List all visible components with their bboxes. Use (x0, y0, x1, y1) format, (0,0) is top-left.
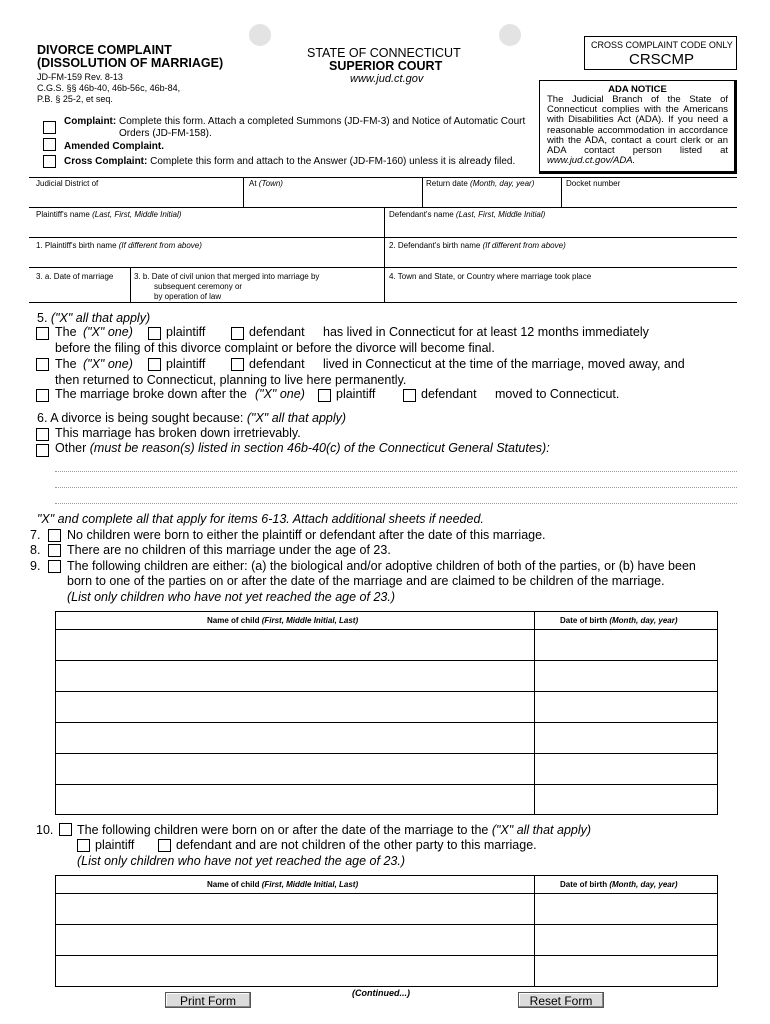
marriage-date-label: 3. a. Date of marriage (36, 272, 114, 281)
plaintiff-birth-label: 1. Plaintiff's birth name (36, 241, 117, 250)
form-number: JD-FM-159 Rev. 8-13 (37, 72, 123, 82)
items-instruction: "X" and complete all that apply for items 6-13. Attach additional sheets if needed. (37, 512, 484, 526)
return-date-hint: (Month, day, year) (470, 179, 535, 188)
item5-row1-text: has lived in Connecticut for at least 12 months immediately (323, 325, 649, 339)
plaintiff-name-label: Plaintiff's name (36, 210, 90, 219)
form-title: DIVORCE COMPLAINT (37, 43, 172, 57)
other-reason-line-2[interactable] (55, 487, 737, 488)
marriage-date-field[interactable] (36, 272, 113, 281)
item5-row2-plaintiff: plaintiff (166, 357, 206, 371)
item6-other-label: Other (55, 441, 87, 455)
return-date-field[interactable] (426, 179, 534, 188)
defendant-name-hint: (Last, First, Middle Initial) (455, 210, 546, 219)
ada-body (547, 95, 728, 166)
at-label: At (249, 179, 257, 188)
practice-book-ref: P.B. § 25-2, et seq. (37, 94, 113, 104)
ada-notice (539, 80, 737, 174)
item5-row3-xone: ("X" one) (255, 387, 305, 401)
plaintiff-name-hint: (Last, First, Middle Initial) (92, 210, 182, 219)
item5-row2-text: lived in Connecticut at the time of the marriage, moved away, and (323, 357, 685, 371)
grid-line (422, 177, 423, 207)
grid-line (130, 267, 131, 302)
item6-heading (37, 411, 346, 425)
table-row-line (56, 955, 717, 956)
civil-union-label-2: subsequent ceremony or (154, 282, 243, 291)
item5-row3-plaintiff: plaintiff (336, 387, 376, 401)
item7-text: No children were born to either the plaintiff or defendant after the date of this marriage. (67, 528, 546, 542)
item5-row1-plaintiff-checkbox[interactable] (148, 327, 161, 340)
hole-punch-left (249, 24, 271, 46)
print-form-button[interactable]: Print Form (165, 992, 251, 1008)
item5-row2-defendant: defendant (249, 357, 305, 371)
table-row-line (56, 784, 717, 785)
item10-number: 10. (36, 823, 54, 837)
table-row-line (56, 660, 717, 661)
court-name: SUPERIOR COURT (329, 59, 443, 73)
defendant-name-field[interactable] (389, 210, 545, 219)
state-name: STATE OF CONNECTICUT (307, 46, 461, 60)
docket-label: Docket number (566, 179, 621, 188)
grid-line (29, 267, 737, 268)
item5-row1-text-cont: before the filing of this divorce complaint or before the divorce will become final. (55, 341, 495, 355)
col-dob-hint: (Month, day, year) (609, 616, 678, 625)
grid-line (29, 207, 737, 208)
col-name-hint: (First, Middle Initial, Last) (261, 880, 359, 889)
col-header-dob (560, 616, 678, 625)
item5-heading (37, 311, 150, 325)
col-name-label: Name of child (207, 616, 260, 625)
grid-line (29, 177, 737, 178)
complaint-line (64, 116, 525, 127)
defendant-birth-label: 2. Defendant's birth name (389, 241, 481, 250)
item5-row3-text: The marriage broke down after the (55, 387, 247, 401)
item5-row2-the: The (55, 357, 77, 371)
ada-link[interactable]: www.jud.ct.gov/ADA. (547, 155, 636, 167)
item9-note: (List only children who have not yet reached the age of 23.) (67, 590, 395, 604)
continued-label: (Continued...) (352, 988, 410, 998)
table-row-line (56, 722, 717, 723)
cross-complaint-line (64, 156, 515, 167)
item6-irretrievable-checkbox[interactable] (36, 428, 49, 441)
item8-text: There are no children of this marriage under the age of 23. (67, 543, 391, 557)
item5-row1-xone: ("X" one) (83, 325, 133, 339)
item5-row2-plaintiff-checkbox[interactable] (148, 358, 161, 371)
item5-row3-text-end: moved to Connecticut. (495, 387, 620, 401)
complaint-text: Complete this form. Attach a completed Summons (JD-FM-3) and Notice of Automatic Court (119, 116, 526, 127)
grid-line (384, 207, 385, 302)
children-table-2 (55, 875, 718, 987)
complaint-checkbox[interactable] (43, 121, 56, 134)
cross-complaint-text: Complete this form and attach to the Answer (JD-FM-160) unless it is already filed. (150, 156, 516, 167)
reset-form-button[interactable]: Reset Form (518, 992, 604, 1008)
cross-complaint-checkbox[interactable] (43, 155, 56, 168)
defendant-birth-name-field[interactable] (389, 241, 566, 250)
table-row-line (56, 893, 717, 894)
plaintiff-name-field[interactable] (36, 210, 181, 219)
item9-checkbox[interactable] (48, 560, 61, 573)
complaint-label: Complaint: (64, 116, 117, 127)
at-hint: (Town) (258, 179, 283, 188)
cross-complaint-label: Cross Complaint: (64, 156, 148, 167)
return-date-label: Return date (426, 179, 468, 188)
col-dob-label: Date of birth (560, 880, 608, 889)
marriage-place-label: 4. Town and State, or Country where marriage took place (389, 272, 592, 281)
table-row-line (56, 924, 717, 925)
item6-other-line (55, 441, 550, 455)
plaintiff-birth-hint: (If different from above) (118, 241, 202, 250)
ada-text: The Judicial Branch of the State of Connecticut complies with the Americans with Disabilities Act (ADA). If you need a reasonable accommodation in accordance with the ADA, contact a court clerk or an ADA contact person listed at (547, 94, 728, 157)
cross-code-value: CRSCMP (629, 51, 695, 68)
item5-row1-defendant-checkbox[interactable] (231, 327, 244, 340)
item5-row3-defendant: defendant (421, 387, 477, 401)
amended-complaint-label: Amended Complaint. (64, 141, 165, 152)
other-reason-line-1[interactable] (55, 471, 737, 472)
civil-union-label-1: 3. b. Date of civil union that merged into marriage by (134, 272, 320, 281)
amended-complaint-checkbox[interactable] (43, 138, 56, 151)
item5-num: 5. (37, 311, 48, 325)
table-row-line (56, 753, 717, 754)
item6-title: 6. A divorce is being sought because: (37, 411, 244, 425)
item5-row2-xone: ("X" one) (83, 357, 133, 371)
col-header-name (207, 616, 358, 625)
item10-checkbox[interactable] (59, 823, 72, 836)
item5-row2-text-cont: then returned to Connecticut, planning to live here permanently. (55, 373, 407, 387)
item9-number: 9. (30, 559, 41, 573)
item5-instr: ("X" all that apply) (50, 311, 151, 325)
defendant-birth-hint: (If different from above) (482, 241, 566, 250)
table-row-line (56, 691, 717, 692)
cross-code-label: CROSS COMPLAINT CODE ONLY (591, 40, 733, 50)
item10-defendant-text: defendant and are not children of the other party to this marriage. (176, 838, 537, 852)
ada-title: ADA NOTICE (608, 84, 667, 95)
col-name-hint: (First, Middle Initial, Last) (261, 616, 359, 625)
district-label: Judicial District of (36, 179, 99, 188)
civil-union-field[interactable] (134, 272, 319, 302)
grid-line (29, 302, 737, 303)
item5-row1-plaintiff: plaintiff (166, 325, 206, 339)
col-header-name (207, 880, 358, 889)
form-subtitle: (DISSOLUTION OF MARRIAGE) (37, 56, 224, 70)
item10-text: The following children were born on or after the date of the marriage to the (77, 823, 489, 837)
grid-line (29, 237, 737, 238)
complaint-text-cont: Orders (JD-FM-158). (119, 128, 212, 139)
table-row-line (56, 629, 717, 630)
item6-other-instr: (must be reason(s) listed in section 46b-40(c) of the Connecticut General Statutes): (89, 441, 550, 455)
item5-row2-defendant-checkbox[interactable] (231, 358, 244, 371)
item10-plaintiff: plaintiff (95, 838, 135, 852)
item5-row3-defendant-checkbox[interactable] (403, 389, 416, 402)
grid-line (243, 177, 244, 207)
item5-row3-plaintiff-checkbox[interactable] (318, 389, 331, 402)
grid-line (561, 177, 562, 207)
item5-row2-checkbox[interactable] (36, 358, 49, 371)
cross-complaint-code-box (584, 36, 737, 70)
civil-union-label-3: by operation of law (154, 292, 222, 301)
item6-other-checkbox[interactable] (36, 444, 49, 457)
plaintiff-birth-name-field[interactable] (36, 241, 202, 250)
court-url[interactable]: www.jud.ct.gov (350, 73, 424, 85)
item7-checkbox[interactable] (48, 529, 61, 542)
item10-defendant-checkbox[interactable] (158, 839, 171, 852)
item10-note: (List only children who have not yet reached the age of 23.) (77, 854, 405, 868)
item5-row1-checkbox[interactable] (36, 327, 49, 340)
other-reason-line-3[interactable] (55, 503, 737, 504)
col-dob-hint: (Month, day, year) (609, 880, 678, 889)
statute-ref: C.G.S. §§ 46b-40, 46b-56c, 46b-84, (37, 83, 181, 93)
at-field[interactable] (249, 179, 283, 188)
col-header-dob (560, 880, 678, 889)
item5-row1-defendant: defendant (249, 325, 305, 339)
item7-number: 7. (30, 528, 41, 542)
children-table-1 (55, 611, 718, 815)
item6-instr: ("X" all that apply) (246, 411, 347, 425)
item10-instr: ("X" all that apply) (491, 823, 592, 837)
hole-punch-right (499, 24, 521, 46)
item5-row1-the: The (55, 325, 77, 339)
marriage-place-field[interactable] (389, 272, 591, 281)
col-name-label: Name of child (207, 880, 260, 889)
docket-field[interactable] (566, 179, 620, 188)
item10-plaintiff-checkbox[interactable] (77, 839, 90, 852)
item10-line (77, 823, 591, 837)
item8-number: 8. (30, 543, 41, 557)
defendant-name-label: Defendant's name (389, 210, 454, 219)
item8-checkbox[interactable] (48, 544, 61, 557)
item9-text-cont: born to one of the parties on or after the date of the marriage and are claimed to be children of the marriage. (67, 574, 665, 588)
item6-irretrievable-label: This marriage has broken down irretrievably. (55, 426, 301, 440)
item5-row3-checkbox[interactable] (36, 389, 49, 402)
district-field[interactable] (36, 179, 98, 188)
col-dob-label: Date of birth (560, 616, 608, 625)
item9-text: The following children are either: (a) the biological and/or adoptive children of both of the parties, or (b) have been (67, 559, 696, 573)
